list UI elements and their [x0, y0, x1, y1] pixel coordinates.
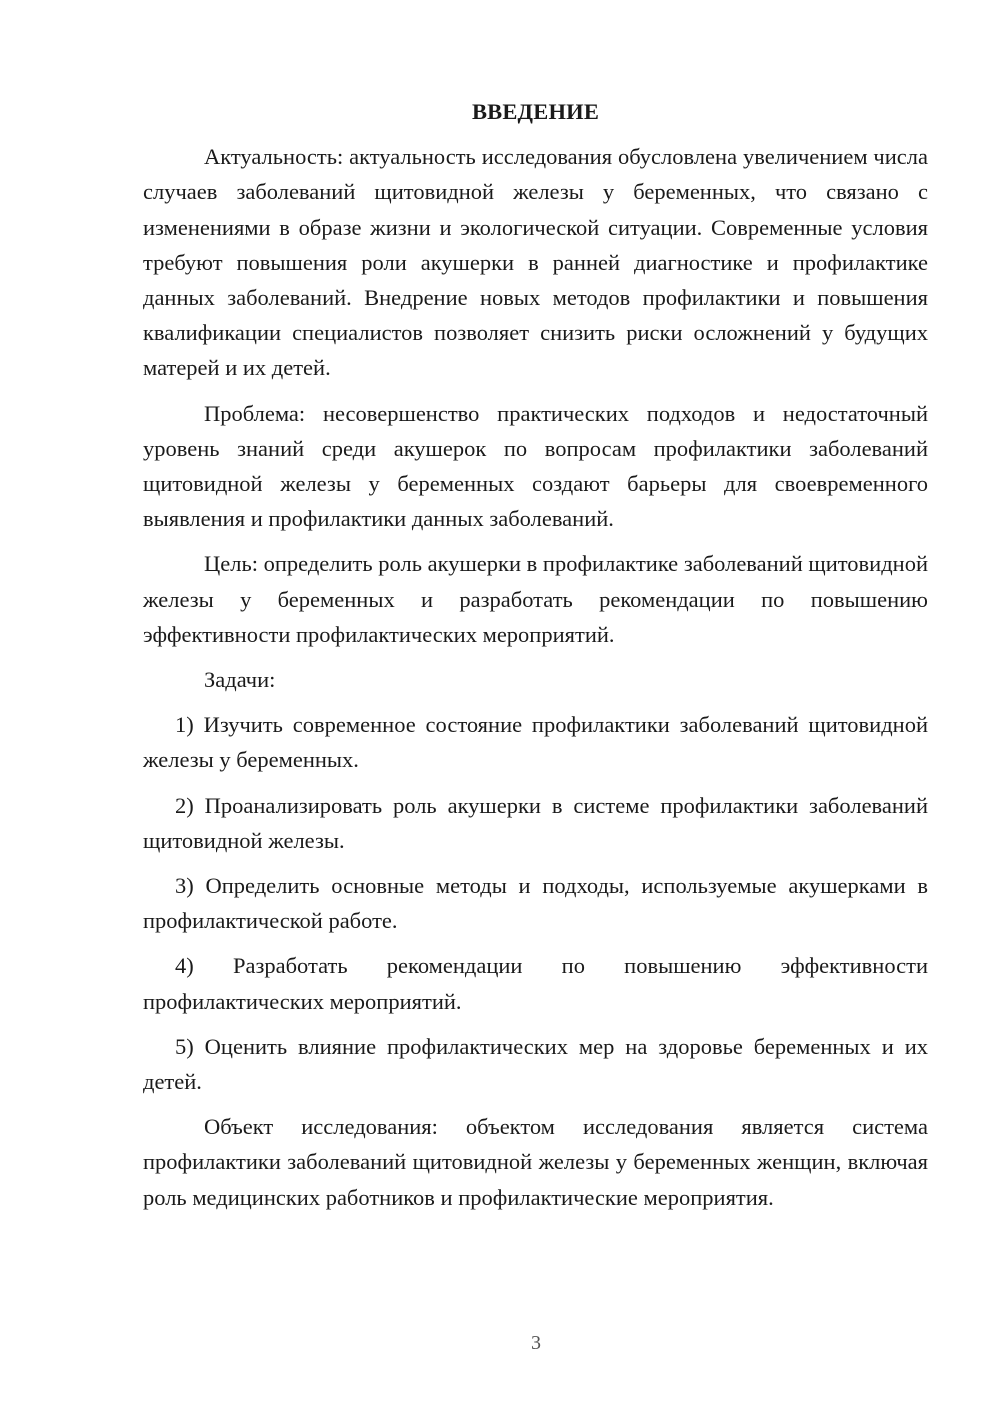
task-item: 1) Изучить современное состояние профилактики заболеваний щитовидной железы у беременных. — [143, 712, 928, 773]
document-body — [143, 94, 928, 1225]
problem-paragraph: Проблема: несовершенство практических подходов и недостаточный уровень знаний среди акушерок по вопросам профилактики заболеваний щитовидной железы у беременных создают барьеры для своевременного выявления и профилактики данных заболеваний. — [143, 400, 928, 532]
goal-paragraph: Цель: определить роль акушерки в профилактике заболеваний щитовидной железы у беременных и разработать рекомендации по повышению эффективности профилактических мероприятий. — [143, 551, 928, 647]
section-title: ВВЕДЕНИЕ — [471, 99, 600, 124]
tasks-heading: Задачи: — [204, 667, 276, 693]
task-item: 2) Проанализировать роль акушерки в системе профилактики заболеваний щитовидной железы. — [143, 792, 928, 853]
task-item: 5) Оценить влияние профилактических мер на здоровье беременных и их детей. — [143, 1033, 928, 1095]
tasks-list — [143, 707, 928, 1099]
object-paragraph: Объект исследования: объектом исследования является система профилактики заболеваний щитовидной железы у беременных женщин, включая роль медицинских работников и профилактические мероприятия. — [143, 1114, 928, 1210]
task-item: 4) Разработать рекомендации по повышению эффективности профилактических мероприятий. — [143, 953, 928, 1014]
page-number: 3 — [531, 1332, 541, 1354]
task-item: 3) Определить основные методы и подходы, используемые акушерками в профилактической работе. — [143, 873, 928, 934]
relevance-paragraph: Актуальность: актуальность исследования обусловлена увеличением числа случаев заболеваний щитовидной железы у беременных, что связано с изменениями в образе жизни и экологической ситуации. Современные условия требуют повышения роли акушерки в ранней диагностике и профилактике данных заболеваний. Внедрение новых методов профилактики и повышения квалификации специалистов позволяет снизить риски осложнений у будущих матерей и их детей. — [143, 144, 928, 381]
